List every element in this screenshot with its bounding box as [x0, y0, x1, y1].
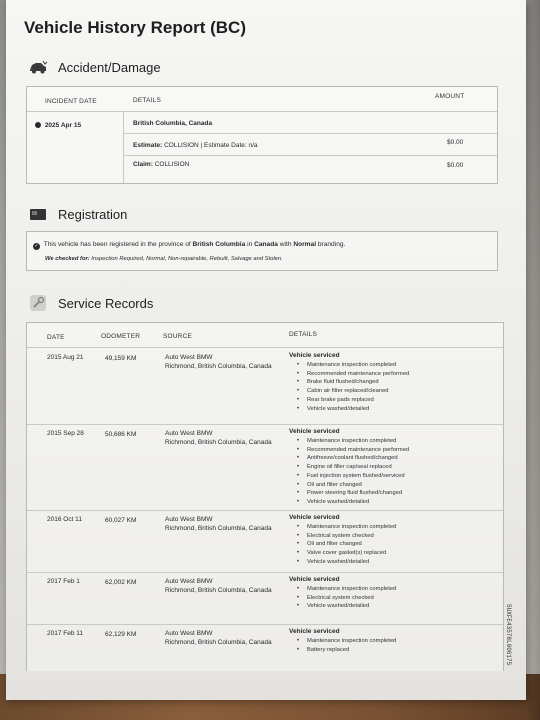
- vin-number: 5UXFE43578L006175: [505, 604, 512, 666]
- service-item: • Power steering fluid flushed/changed: [297, 489, 409, 498]
- service-date: 2015 Aug 21: [47, 354, 84, 361]
- service-source-name: Auto West BMW: [165, 516, 213, 523]
- service-date: 2015 Sep 28: [47, 430, 84, 437]
- incident-row: [35, 122, 81, 129]
- reg-text-4: branding.: [316, 241, 346, 248]
- service-item: • Battery replaced: [297, 646, 396, 655]
- claim-label: Claim:: [133, 161, 153, 168]
- row-divider: [27, 424, 503, 425]
- wrench-service-icon: [28, 294, 48, 312]
- accident-section-title: Accident/Damage: [58, 59, 161, 75]
- service-item: • Antifreeze/coolant flushed/changed: [297, 454, 409, 463]
- service-item: • Vehicle washed/detailed: [297, 558, 396, 567]
- service-item: • Recommended maintenance performed: [297, 446, 409, 455]
- reg-province: British Columbia: [192, 241, 246, 248]
- report-title: Vehicle History Report (BC): [24, 18, 246, 37]
- service-item: • Vehicle washed/detailed: [297, 498, 409, 507]
- service-item: • Oil and filter changed: [297, 481, 409, 490]
- registration-statement: [33, 241, 345, 250]
- estimate-label: Estimate:: [133, 142, 163, 149]
- report-page: [6, 0, 526, 700]
- service-item: • Maintenance inspection completed: [297, 585, 396, 594]
- car-damage-icon: [28, 58, 48, 76]
- service-date: 2016 Oct 11: [47, 516, 82, 523]
- service-item: • Brake fluid flushed/changed: [297, 378, 409, 387]
- incident-location: British Columbia, Canada: [133, 120, 213, 127]
- service-details-title: Vehicle serviced: [289, 514, 340, 521]
- reg-text-3: with: [277, 241, 294, 248]
- reg-text-2: in: [245, 241, 255, 248]
- incident-date: 2025 Apr 15: [44, 122, 82, 129]
- service-source-location: Richmond, British Columbia, Canada: [165, 587, 272, 594]
- service-odometer: 62,129 KM: [105, 631, 137, 638]
- service-section-title: Service Records: [58, 295, 154, 311]
- row-divider: [27, 510, 503, 511]
- service-table: [26, 322, 504, 671]
- reg-branding: Normal: [293, 241, 317, 248]
- service-odometer: 62,002 KM: [105, 579, 137, 586]
- estimate-line: [133, 142, 258, 149]
- service-source-location: Richmond, British Columbia, Canada: [165, 525, 272, 532]
- service-source-location: Richmond, British Columbia, Canada: [165, 639, 272, 646]
- col-details: DETAILS: [133, 97, 162, 104]
- estimate-amount: $0.00: [447, 139, 464, 146]
- reg-text-1: This vehicle has been registered in the province of: [43, 241, 193, 248]
- service-odometer: 49,159 KM: [105, 355, 137, 362]
- service-odometer: 60,027 KM: [105, 517, 137, 524]
- service-item: • Maintenance inspection completed: [297, 637, 396, 646]
- service-odometer: 50,686 KM: [105, 431, 137, 438]
- service-items-list: [297, 523, 396, 567]
- service-items-list: [297, 361, 409, 413]
- service-details-title: Vehicle serviced: [289, 428, 340, 435]
- clock-icon: [35, 122, 41, 128]
- row-divider: [27, 624, 503, 625]
- service-item: • Maintenance inspection completed: [297, 361, 409, 370]
- checked-for-line: [45, 256, 283, 262]
- col-service-details: DETAILS: [289, 331, 318, 338]
- registration-section-header: [28, 205, 127, 223]
- service-item: • Fuel injection system flushed/serviced: [297, 472, 409, 481]
- col-odometer: ODOMETER: [101, 333, 141, 340]
- claim-amount: $0.00: [447, 162, 464, 169]
- col-incident-date: INCIDENT DATE: [45, 98, 97, 105]
- registration-section-title: Registration: [58, 206, 128, 222]
- service-items-list: [297, 585, 396, 611]
- service-source-name: Auto West BMW: [165, 630, 213, 637]
- service-items-list: [297, 437, 409, 507]
- service-item: • Maintenance inspection completed: [297, 523, 396, 532]
- service-source-name: Auto West BMW: [165, 354, 213, 361]
- service-item: • Cabin air filter replaced/cleaned: [297, 387, 409, 396]
- service-section-header: [28, 294, 153, 312]
- service-item: • Oil and filter changed: [297, 540, 396, 549]
- reg-country: Canada: [254, 241, 278, 248]
- accident-table: [26, 86, 498, 184]
- service-item: • Vehicle washed/detailed: [297, 602, 396, 611]
- service-source-name: Auto West BMW: [165, 430, 213, 437]
- col-date: DATE: [47, 334, 65, 341]
- service-date: 2017 Feb 1: [47, 578, 80, 585]
- service-details-title: Vehicle serviced: [289, 628, 340, 635]
- service-source-location: Richmond, British Columbia, Canada: [165, 439, 272, 446]
- registration-card-icon: [28, 205, 48, 223]
- service-item: • Engine oil filler cap/seal replaced: [297, 463, 409, 472]
- claim-line: [133, 161, 189, 168]
- service-item: • Electrical system checked: [297, 532, 396, 541]
- col-source: SOURCE: [163, 333, 193, 340]
- service-item: • Rear brake pads replaced: [297, 396, 409, 405]
- service-item: • Electrical system checked: [297, 594, 396, 603]
- service-date: 2017 Feb 11: [47, 630, 84, 637]
- accident-section-header: [28, 58, 161, 76]
- claim-value: COLLISION: [154, 161, 190, 168]
- service-source-name: Auto West BMW: [165, 578, 213, 585]
- checked-for-items: Inspection Required, Normal, Non-repairable, Rebuilt, Salvage and Stolen.: [91, 256, 283, 262]
- service-source-location: Richmond, British Columbia, Canada: [165, 363, 272, 370]
- service-items-list: [297, 637, 396, 654]
- row-divider: [27, 572, 503, 573]
- service-item: • Maintenance inspection completed: [297, 437, 409, 446]
- estimate-value: COLLISION | Estimate Date: n/a: [164, 142, 258, 149]
- service-item: • Valve cover gasket(s) replaced: [297, 549, 396, 558]
- check-circle-icon: ✓: [34, 243, 39, 249]
- service-item: • Vehicle washed/detailed: [297, 405, 409, 414]
- col-amount: AMOUNT: [435, 93, 465, 100]
- service-details-title: Vehicle serviced: [289, 576, 340, 583]
- paper-shadow: [526, 0, 540, 720]
- registration-box: [26, 231, 498, 271]
- checked-for-label: We checked for:: [45, 256, 90, 262]
- service-details-title: Vehicle serviced: [289, 352, 340, 359]
- service-item: • Recommended maintenance performed: [297, 370, 409, 379]
